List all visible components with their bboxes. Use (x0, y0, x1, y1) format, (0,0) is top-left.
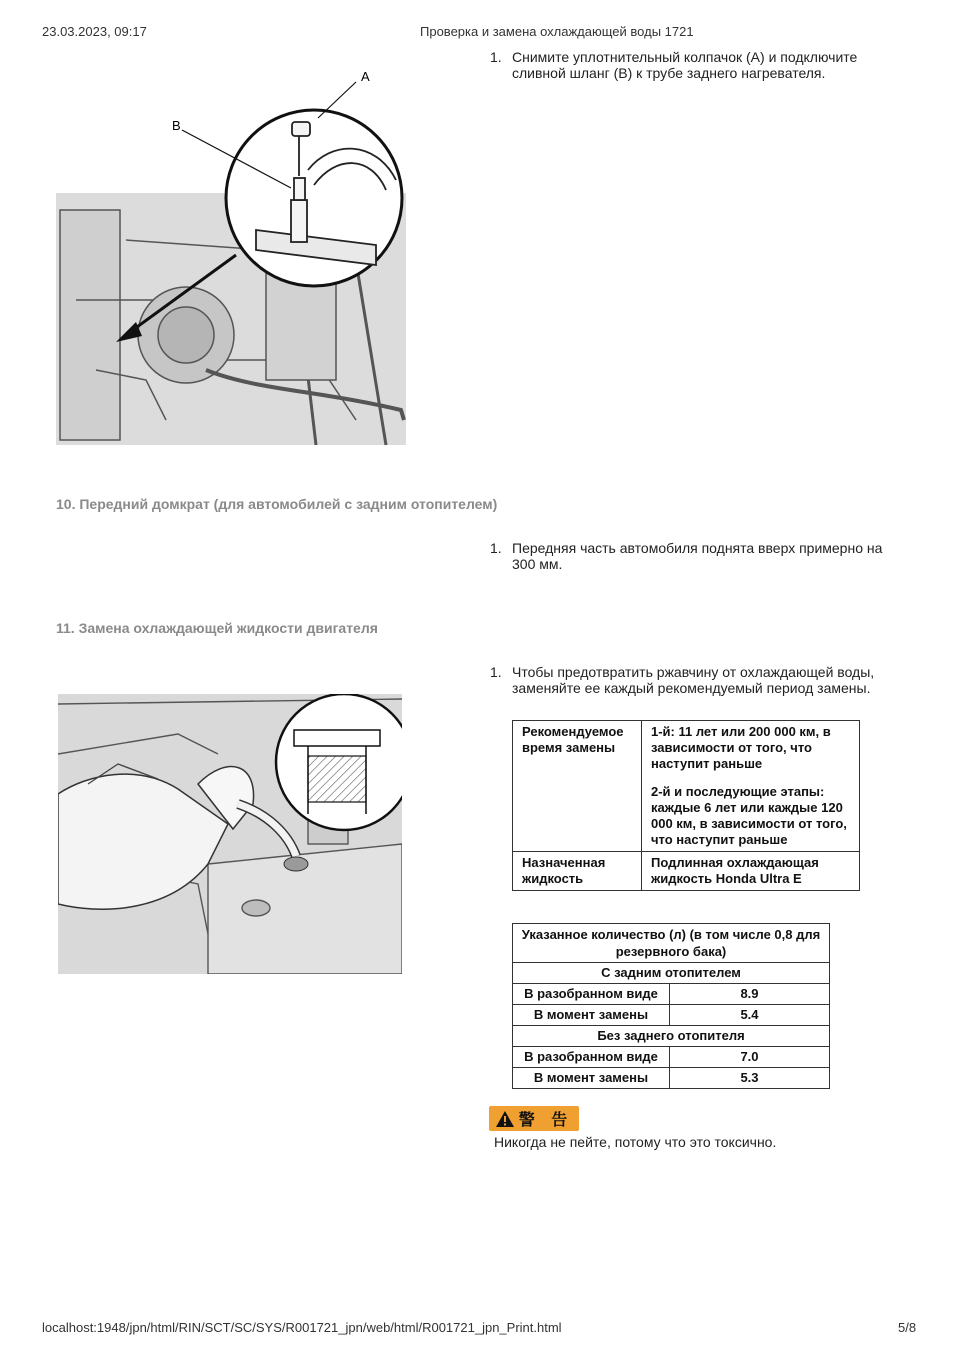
section-11-title: 11. Замена охлаждающей жидкости двигателя (56, 620, 378, 636)
fluid-label: Назначенная жидкость (513, 852, 642, 891)
interval-value-first: 1-й: 11 лет или 200 000 км, в зависимости от того, что наступит раньше (651, 724, 831, 771)
row-label: В разобранном виде (513, 1047, 670, 1068)
row-value: 5.3 (670, 1068, 830, 1089)
step-text: Снимите уплотнительный колпачок (A) и подключите сливной шланг (B) к трубе заднего нагревателя. (512, 49, 858, 81)
step-replace-coolant (490, 664, 900, 698)
interval-table (512, 720, 860, 891)
row-label: В момент замены (513, 1005, 670, 1026)
quantity-table (512, 923, 830, 1089)
step-number: 1. (490, 49, 502, 65)
callout-a: A (361, 69, 370, 84)
step-front-jack (490, 540, 900, 574)
step-text: Чтобы предотвратить ржавчину от охлаждающей воды, заменяйте ее каждый рекомендуемый период замены. (512, 664, 875, 696)
warning-badge-label: 警 告 (518, 1112, 574, 1129)
row-label: В разобранном виде (513, 984, 670, 1005)
group-with-rear-heater: С задним отопителем (513, 963, 830, 984)
footer-url: localhost:1948/jpn/html/RIN/SCT/SC/SYS/R001721_jpn/web/html/R001721_jpn_Print.html (42, 1320, 562, 1335)
warning-triangle-icon (495, 1110, 515, 1128)
interval-label: Рекомендуемое время замены (513, 721, 642, 852)
warning-badge (489, 1106, 579, 1131)
section-10-title: 10. Передний домкрат (для автомобилей с задним отопителем) (56, 496, 498, 512)
page-title: Проверка и замена охлаждающей воды 1721 (420, 24, 694, 39)
interval-value-subsequent: 2-й и последующие этапы: каждые 6 лет или каждые 120 000 км, в зависимости от того, что наступит раньше (651, 784, 847, 847)
step-number: 1. (490, 540, 502, 556)
interval-value (642, 721, 860, 852)
warning-text: Никогда не пейте, потому что это токсично. (494, 1134, 777, 1150)
step-number: 1. (490, 664, 502, 680)
step-drain-hose (490, 49, 900, 83)
row-label: В момент замены (513, 1068, 670, 1089)
rear-heater-illustration (56, 60, 416, 450)
row-value: 7.0 (670, 1047, 830, 1068)
quantity-header: Указанное количество (л) (в том числе 0,8 для резервного бака) (513, 924, 830, 963)
coolant-filling-illustration (58, 694, 402, 974)
fluid-value: Подлинная охлаждающая жидкость Honda Ultra E (642, 852, 860, 891)
row-value: 8.9 (670, 984, 830, 1005)
group-without-rear-heater: Без заднего отопителя (513, 1026, 830, 1047)
figure-coolant-filling (58, 694, 402, 974)
print-datetime: 23.03.2023, 09:17 (42, 24, 147, 39)
row-value: 5.4 (670, 1005, 830, 1026)
page-number: 5/8 (898, 1320, 917, 1335)
step-text: Передняя часть автомобиля поднята вверх примерно на 300 мм. (512, 540, 883, 572)
callout-b: B (172, 118, 181, 133)
figure-rear-heater-pipe (56, 60, 416, 450)
